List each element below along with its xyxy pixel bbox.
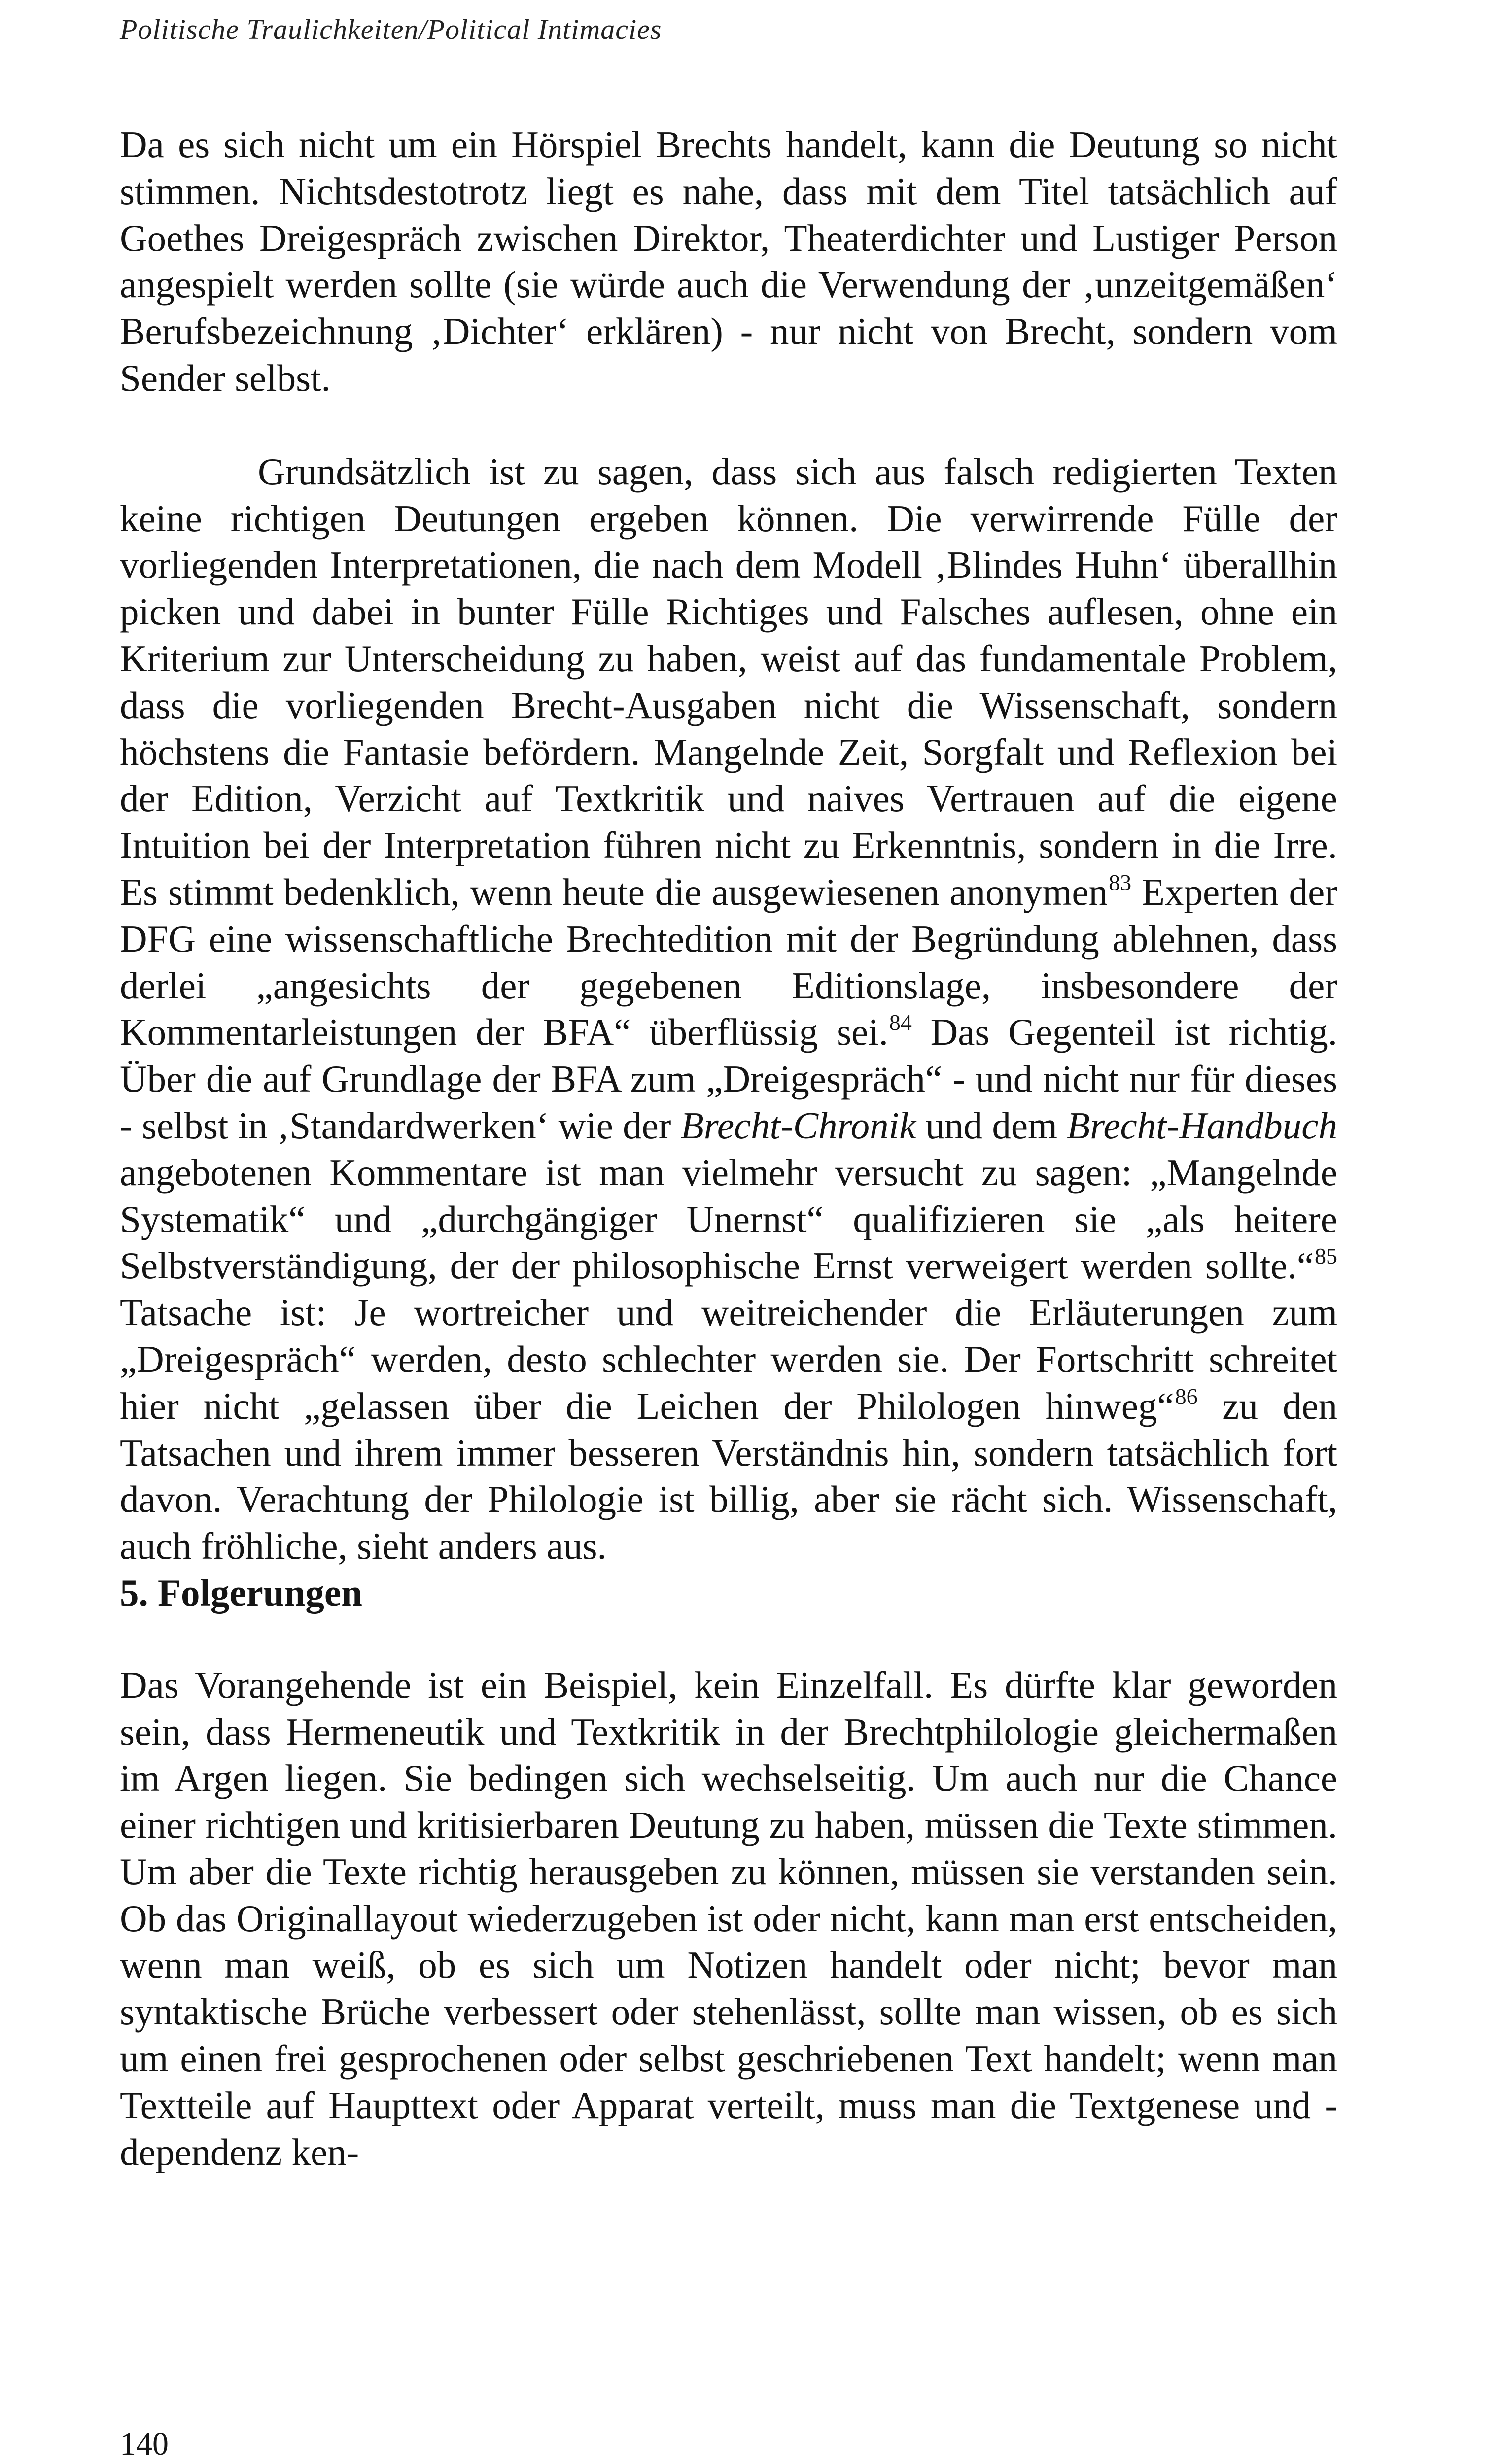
footnote-ref-86: 86 xyxy=(1175,1383,1198,1409)
footnote-ref-84: 84 xyxy=(889,1010,912,1035)
paragraph-1: Da es sich nicht um ein Hörspiel Brechts handelt, kann die Deutung so nicht stimmen. Nichtsdestotrotz liegt es nahe, dass mit dem Titel tatsächlich auf Goethes Dreigespräch zwischen Direktor, Theaterdichter und Lustiger Person angespielt werden sollte (sie würde auch die Verwendung der ‚unzeitgemäßen‘ Berufsbezeichnung ‚Dichter‘ erklären) - nur nicht von Brecht, sondern vom Sender selbst. xyxy=(120,123,1337,399)
paragraph-2-text: angebotenen Kommentare ist man vielmehr versucht zu sagen: „Mangelnde Systematik“ und „durchgängiger Unernst“ qualifizieren sie „als heitere Selbstverständigung, der der philosophische Ernst verweigert werden sollte.“ xyxy=(120,1151,1337,1287)
paragraph-2-text: Grundsätzlich ist zu sagen, dass sich aus falsch redigierten Texten keine richtigen Deutungen ergeben können. Die verwirrende Fülle der vorliegenden Interpretationen, die nach dem Modell ‚Blindes Huhn‘ überallhin picken und dabei in bunter Fülle Richtiges und Falsches auflesen, ohne ein Kriterium zur Unterscheidung zu haben, weist auf das fundamentale Problem, dass die vorliegenden Brecht-Ausgaben nicht die Wissenschaft, sondern höchstens die Fantasie befördern. Mangelnde Zeit, Sorgfalt und Reflexion bei der Edition, Verzicht auf Textkritik und naives Vertrauen auf die eigene Intuition bei der Interpretation führen nicht zu Erkenntnis, sondern in die Irre. Es stimmt bedenklich, wenn heute die ausgewiesenen anonymen xyxy=(120,450,1337,913)
paragraph-2-text: und dem xyxy=(916,1104,1067,1147)
title-brecht-handbuch: Brecht-Handbuch xyxy=(1067,1104,1337,1147)
body-text xyxy=(120,121,1337,2175)
title-brecht-chronik: Brecht-Chronik xyxy=(680,1104,916,1147)
footnote-ref-83: 83 xyxy=(1109,869,1132,895)
section-heading: 5. Folgerungen xyxy=(120,1571,362,1614)
page-number: 140 xyxy=(120,2426,169,2462)
paragraph-2-text: Das Gegenteil ist richtig. Über die auf Grundlage der BFA zum „Dreigespräch“ - und nicht nur für dieses - selbst in ‚Standardwerken‘ wie der xyxy=(120,1011,1337,1147)
paragraph-3: Das Vorangehende ist ein Beispiel, kein Einzelfall. Es dürfte klar geworden sein, dass Hermeneutik und Textkritik in der Brechtphilologie gleichermaßen im Argen liegen. Sie bedingen sich wechselseitig. Um auch nur die Chance einer richtigen und kritisierbaren Deutung zu haben, müssen die Texte stimmen. Um aber die Texte richtig herausgeben zu können, müssen sie verstanden sein. Ob das Originallayout wiederzugeben ist oder nicht, kann man erst entscheiden, wenn man weiß, ob es sich um Notizen handelt oder nicht; bevor man syntaktische Brüche verbessert oder stehenlässt, sollte man wissen, ob es sich um einen frei gesprochenen oder selbst geschriebenen Text handelt; wenn man Textteile auf Haupttext oder Apparat verteilt, muss man die Textgenese und -dependenz ken- xyxy=(120,1663,1337,2173)
paragraph-2-text: Tatsache ist: Je wortreicher und weitreichender die Erläuterungen zum „Dreigespräch“ werden, desto schlechter werden sie. Der Fortschritt schreitet hier nicht „gelassen über die Leichen der Philologen hinweg“ xyxy=(120,1291,1337,1427)
paragraph-2-text: zu den Tatsachen und ihrem immer besseren Verständnis hin, sondern tatsächlich fort davon. Verachtung der Philologie ist billig, aber sie rächt sich. Wissenschaft, auch fröhliche, sieht anders aus. xyxy=(120,1384,1337,1568)
footnote-ref-85: 85 xyxy=(1315,1243,1337,1269)
running-head: Politische Traulichkeiten/Political Intimacies xyxy=(120,13,662,45)
paragraph-2 xyxy=(120,448,1337,1570)
paragraph-2-text: Experten der DFG eine wissenschaftliche Brechtedition mit der Begründung ablehnen, dass derlei „angesichts der gegebenen Editionslage, insbesondere der Kommentarleistungen der BFA“ überflüssig sei. xyxy=(120,870,1337,1054)
